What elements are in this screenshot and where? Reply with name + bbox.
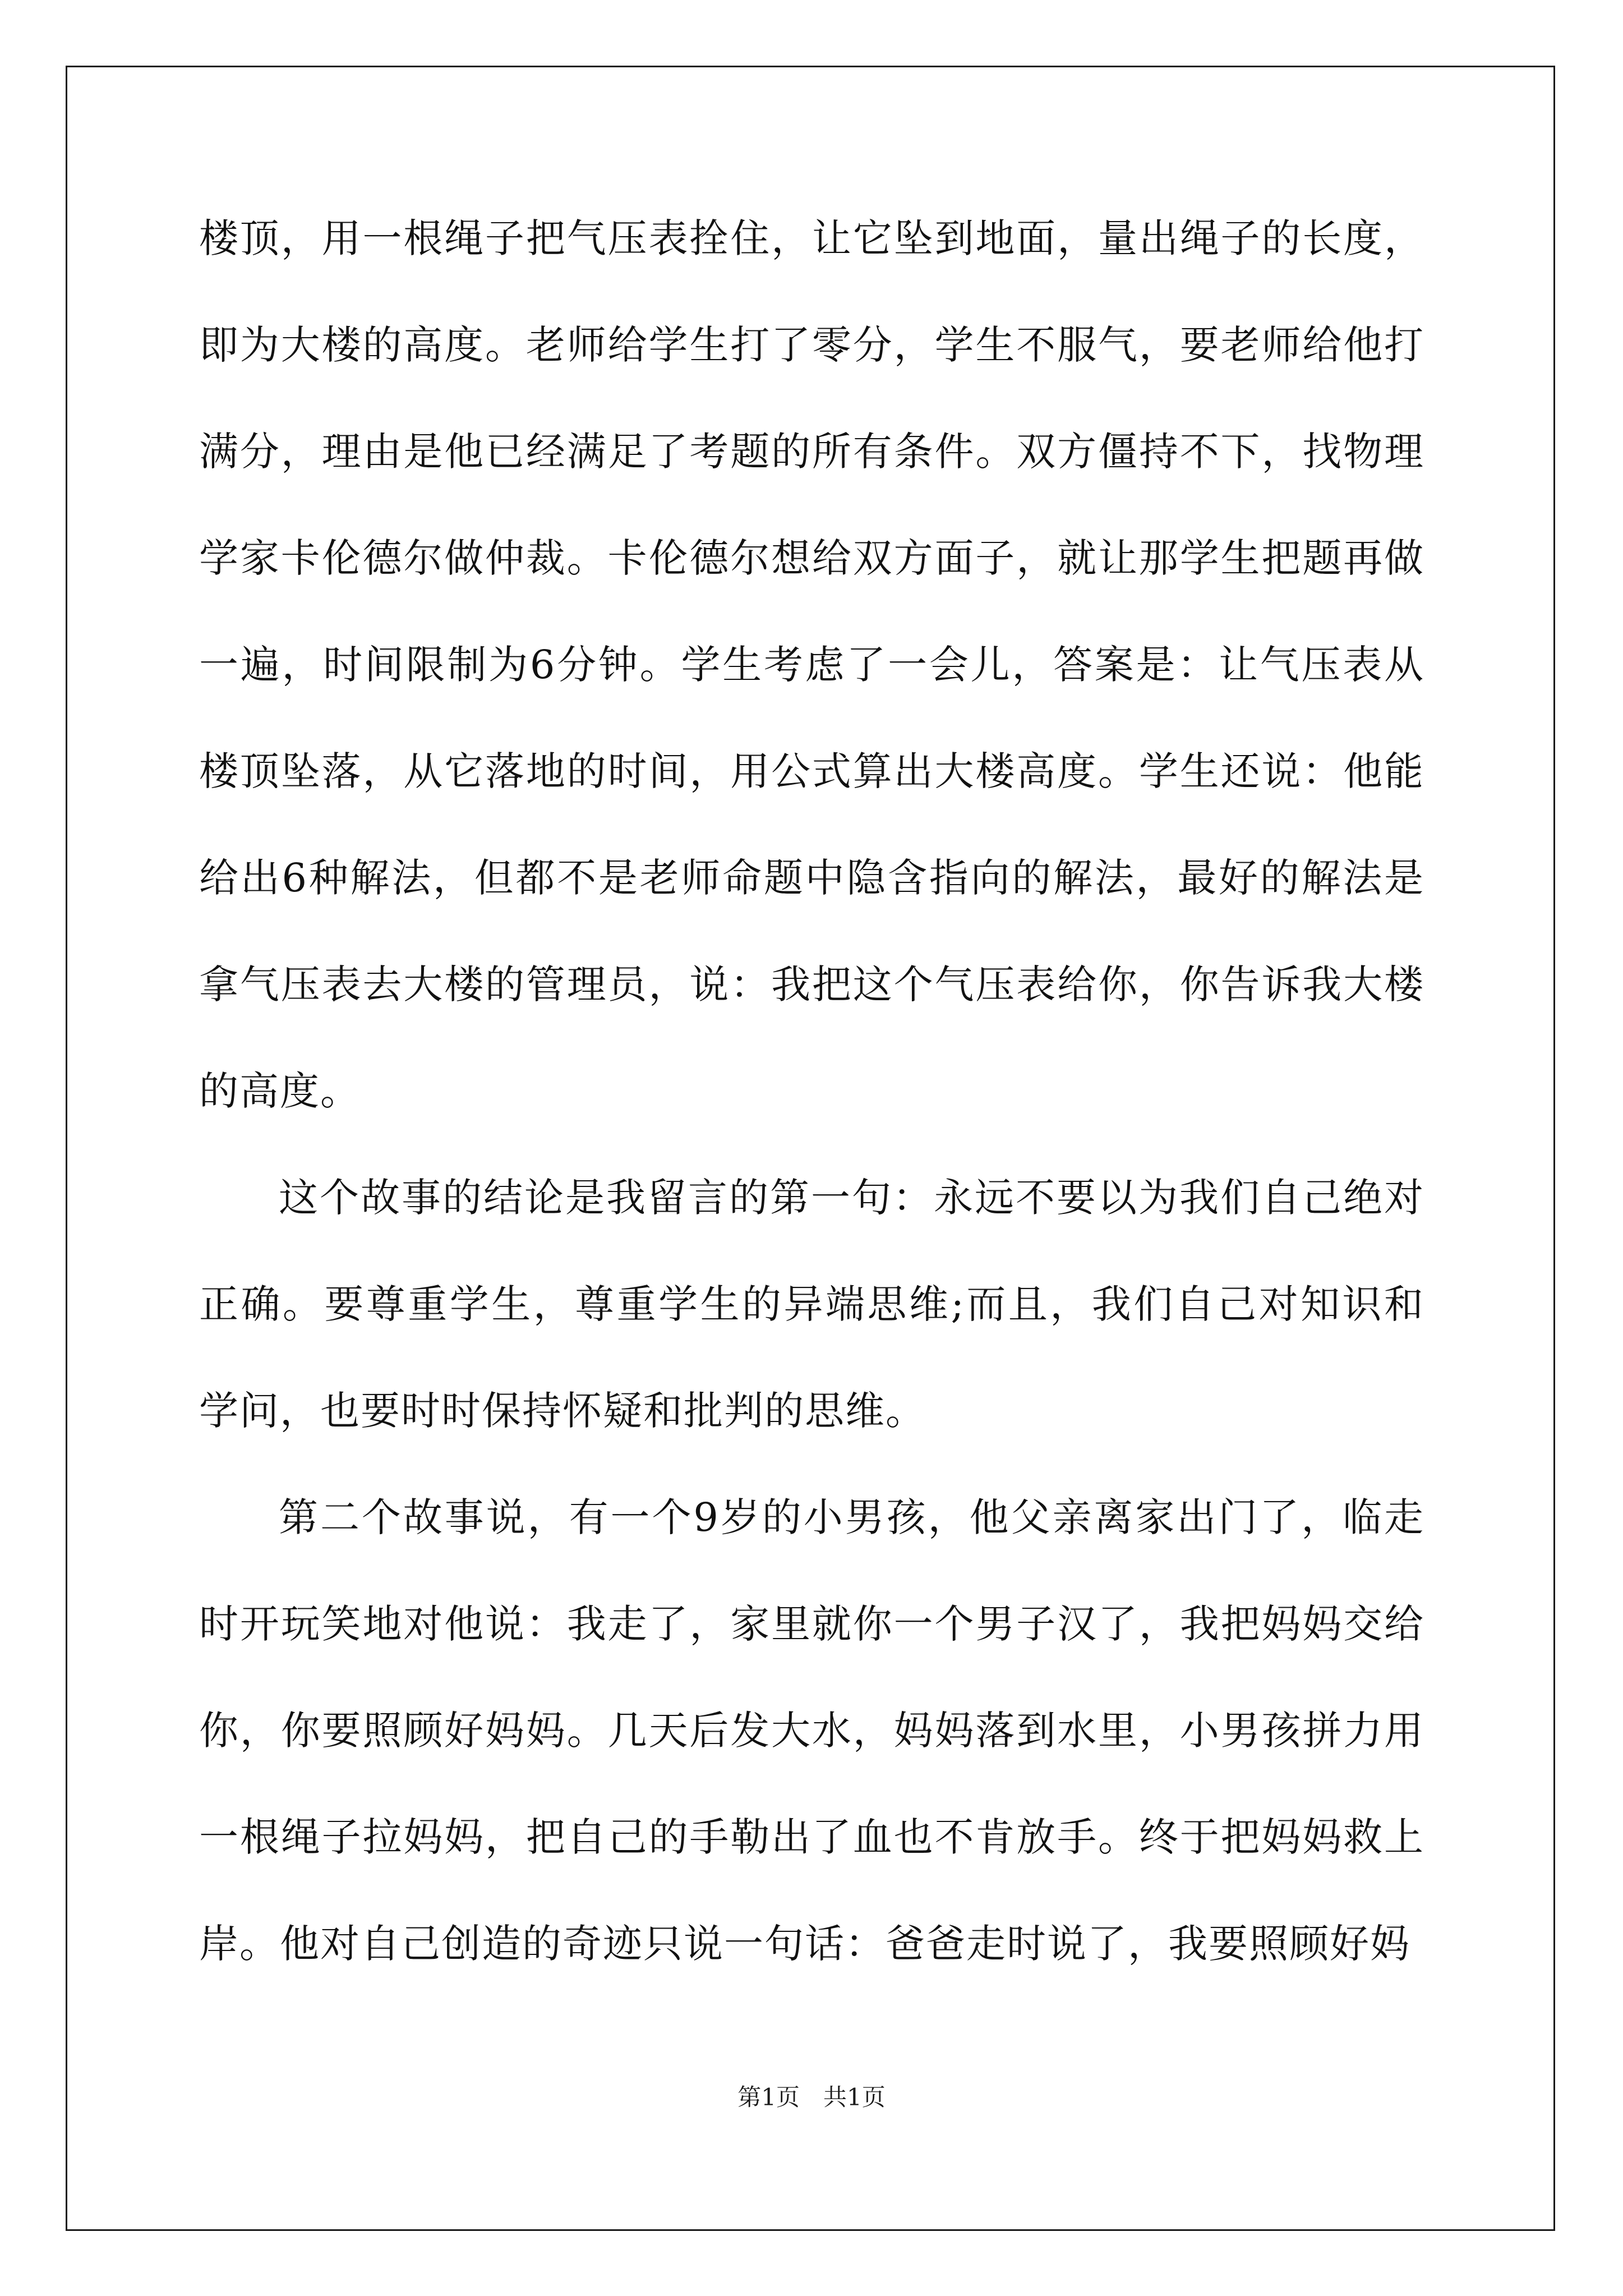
page-number-footer: 第1页 共1页	[737, 2083, 886, 2111]
paragraph-second-story: 第二个故事说，有一个9岁的小男孩，他父亲离家出门了，临走时开玩笑地对他说：我走了，家里就你一个男子汉了，我把妈妈交给你，你要照顾好妈妈。几天后发大水，妈妈落到水里，小男孩拼力用一根绳子拉妈妈，把自己的手勒出了血也不肯放手。终于把妈妈救上岸。他对自己创造的奇迹只说一句话：爸爸走时说了，我要照顾好妈	[199, 1494, 1424, 1967]
paragraph-conclusion: 这个故事的结论是我留言的第一句：永远不要以为我们自己绝对正确。要尊重学生，尊重学生的异端思维;而且，我们自己对知识和学问，也要时时保持怀疑和批判的思维。	[199, 1175, 1424, 1434]
document-body	[199, 185, 1424, 1997]
paragraph-barometer-story: 楼顶，用一根绳子把气压表拴住，让它坠到地面，量出绳子的长度，即为大楼的高度。老师给学生打了零分，学生不服气，要老师给他打满分，理由是他已经满足了考题的所有条件。双方僵持不下，找物理学家卡伦德尔做仲裁。卡伦德尔想给双方面子，就让那学生把题再做一遍，时间限制为6分钟。学生考虑了一会儿，答案是：让气压表从楼顶坠落，从它落地的时间，用公式算出大楼高度。学生还说：他能给出6种解法，但都不是老师命题中隐含指向的解法，最好的解法是拿气压表去大楼的管理员，说：我把这个气压表给你，你告诉我大楼的高度。	[199, 215, 1424, 1114]
